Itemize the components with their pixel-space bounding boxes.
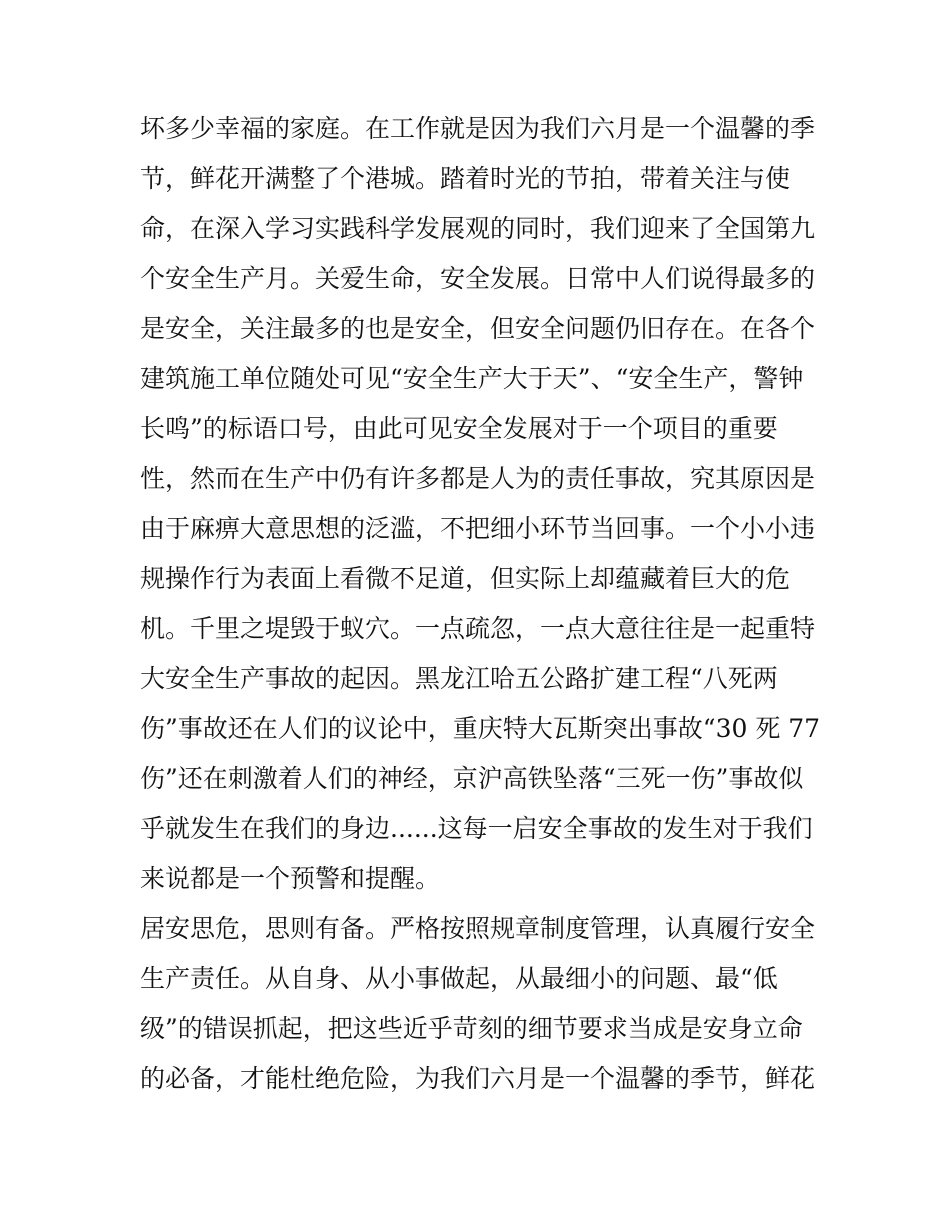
text-line: 命，在深入学习实践科学发展观的同时，我们迎来了全国第九 (140, 214, 816, 243)
text-line: 生产责任。从自身、从小事做起，从最细小的问题、最“低 (140, 964, 778, 993)
text-line: 个安全生产月。关爱生命，安全发展。日常中人们说得最多的 (140, 264, 816, 293)
text-line: 来说都是一个预警和提醒。 (140, 864, 441, 893)
text-line: 是安全，关注最多的也是安全，但安全问题仍旧存在。在各个 (140, 314, 816, 343)
text-line: 乎就发生在我们的身边......这每一启安全事故的发生对于我们 (140, 814, 813, 843)
text-line: 的必备，才能杜绝危险，为我们六月是一个温馨的季节，鲜花 (140, 1064, 816, 1093)
text-line: 性，然而在生产中仍有许多都是人为的责任事故，究其原因是 (140, 464, 816, 493)
text-line: 由于麻痹大意思想的泛滥，不把细小环节当回事。一个小小违 (140, 514, 816, 543)
body-text (140, 104, 820, 1104)
text-line: 长鸣”的标语口号，由此可见安全发展对于一个项目的重要 (140, 414, 778, 443)
text-line: 机。千里之堤毁于蚁穴。一点疏忽，一点大意往往是一起重特 (140, 614, 816, 643)
text-line: 伤”还在刺激着人们的神经，京沪高铁坠落“三死一伤”事故似 (140, 764, 804, 793)
text-line: 节，鲜花开满整了个港城。踏着时光的节拍，带着关注与使 (140, 164, 791, 193)
text-line: 伤”事故还在人们的议论中，重庆特大瓦斯突出事故“30 死 77 (140, 714, 821, 743)
text-line: 居安思危，思则有备。严格按照规章制度管理，认真履行安全 (140, 914, 816, 943)
text-line: 级”的错误抓起，把这些近乎苛刻的细节要求当成是安身立命 (140, 1014, 803, 1043)
text-line: 规操作行为表面上看微不足道，但实际上却蕴藏着巨大的危 (140, 564, 791, 593)
text-line: 建筑施工单位随处可见“安全生产大于天”、“安全生产，警钟 (140, 364, 804, 393)
text-line: 大安全生产事故的起因。黑龙江哈五公路扩建工程“八死两 (140, 664, 778, 693)
text-line: 坏多少幸福的家庭。在工作就是因为我们六月是一个温馨的季 (140, 114, 816, 143)
